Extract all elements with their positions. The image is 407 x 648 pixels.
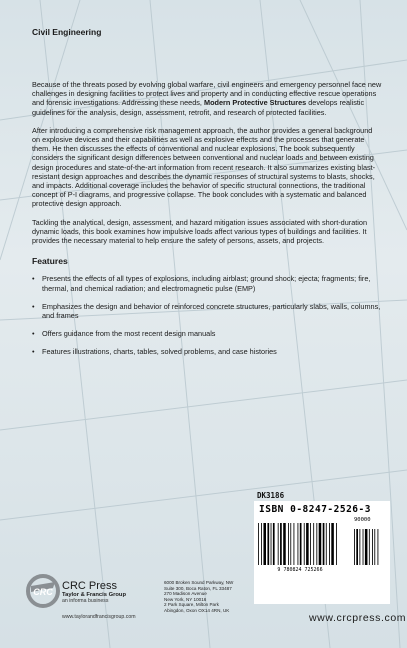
feature-text: Presents the effects of all types of explosions, including airblast; ground shock; ejecta; fragments; fire, thermal, and chemical radiation; and electromagnetic pulse (EMP) (42, 274, 371, 293)
bullet-icon: • (32, 347, 35, 357)
paragraph-text: After introducing a comprehensive risk management approach, the author provides a general background on explosive devices and their capabilities as well as explosive effects and the processes that generate them. He then discusses the effects of conventional and nuclear explosions. The book subsequently considers the significant design differences between conventional and nuclear loads and between existing design procedures and state-of-the-art information from recent research. It also summarizes existing blast-resistant design approaches and describes the dynamic responses of structural systems to blasts, shocks, and impacts. Additional coverage includes the behavior of specific structural connections, the traditional concept of P-I diagrams, and progressive collapse. The book concludes with a systematic and balanced protective design approach. (32, 125, 376, 209)
address-line: 6000 Broken Sound Parkway, NW (164, 580, 234, 585)
paragraph-3 (32, 218, 382, 246)
price-code: 90000 (354, 517, 371, 523)
bullet-icon: • (32, 274, 35, 284)
paragraph-text: Tackling the analytical, design, assessment, and hazard mitigation issues associated with short-duration dynamic loads, this book examines how impulsive loads affect various types of buildings and facilities. It provides the necessary material to help ensure the safety of persons, assets, and projects. (32, 217, 368, 246)
crc-logo-icon (26, 574, 60, 608)
bullet-icon: • (32, 329, 35, 339)
address-line: New York, NY 10016 (164, 596, 207, 602)
catalog-number: DK3186 (257, 491, 285, 500)
address-line: Suite 300, Boca Raton, FL 33487 (164, 585, 232, 591)
isbn-barcode-panel (254, 501, 390, 604)
category-label: Civil Engineering (32, 27, 102, 37)
website-link[interactable]: www.crcpress.com (309, 612, 407, 624)
isbn-label: ISBN 0-8247-2526-3 (259, 504, 371, 515)
publisher-addresses (164, 580, 233, 614)
book-title: Modern Protective Structures (204, 98, 307, 108)
paragraph-text: develops realistic guidelines for the analysis, design, assessment, retrofit, and research of protected facilities. (32, 98, 365, 117)
bullet-icon: • (32, 301, 35, 311)
publisher-block (62, 580, 126, 604)
logo-text: CRC (33, 587, 53, 597)
publisher-name: CRC Press (62, 580, 118, 592)
publisher-url[interactable]: www.taylorandfrancisgroup.com (62, 614, 136, 620)
barcode-digits: 9 780824 725266 (277, 567, 323, 573)
feature-text: Emphasizes the design and behavior of reinforced concrete structures, particularly slabs, walls, columns, and frames (42, 301, 381, 321)
paragraph-1 (32, 80, 382, 117)
description-block (32, 80, 382, 366)
publisher-group: Taylor & Francis Group (62, 592, 126, 598)
address-line: Abingdon, Oxon OX14 4RN, UK (164, 607, 230, 613)
paragraph-2 (32, 126, 382, 209)
features-heading: Features (32, 256, 68, 267)
address-line: 2 Park Square, Milton Park (164, 602, 219, 608)
address-line: 270 Madison Avenue (164, 591, 207, 597)
paragraph-text: Because of the threats posed by evolving global warfare, civil engineers and emergency personnel face new challenges in designing facilities to protect lives and property and in conducting effective rescue operations and forensic investigations. Addressing these needs, (32, 80, 382, 108)
feature-item (32, 329, 382, 338)
feature-text: Features illustrations, charts, tables, solved problems, and case histories (42, 347, 277, 357)
feature-item (32, 302, 382, 320)
feature-text: Offers guidance from the most recent design manuals (42, 329, 216, 339)
feature-item (32, 347, 382, 356)
publisher-subtitle: an informa business (62, 598, 109, 604)
feature-item (32, 274, 382, 292)
barcode-icon (258, 523, 386, 567)
